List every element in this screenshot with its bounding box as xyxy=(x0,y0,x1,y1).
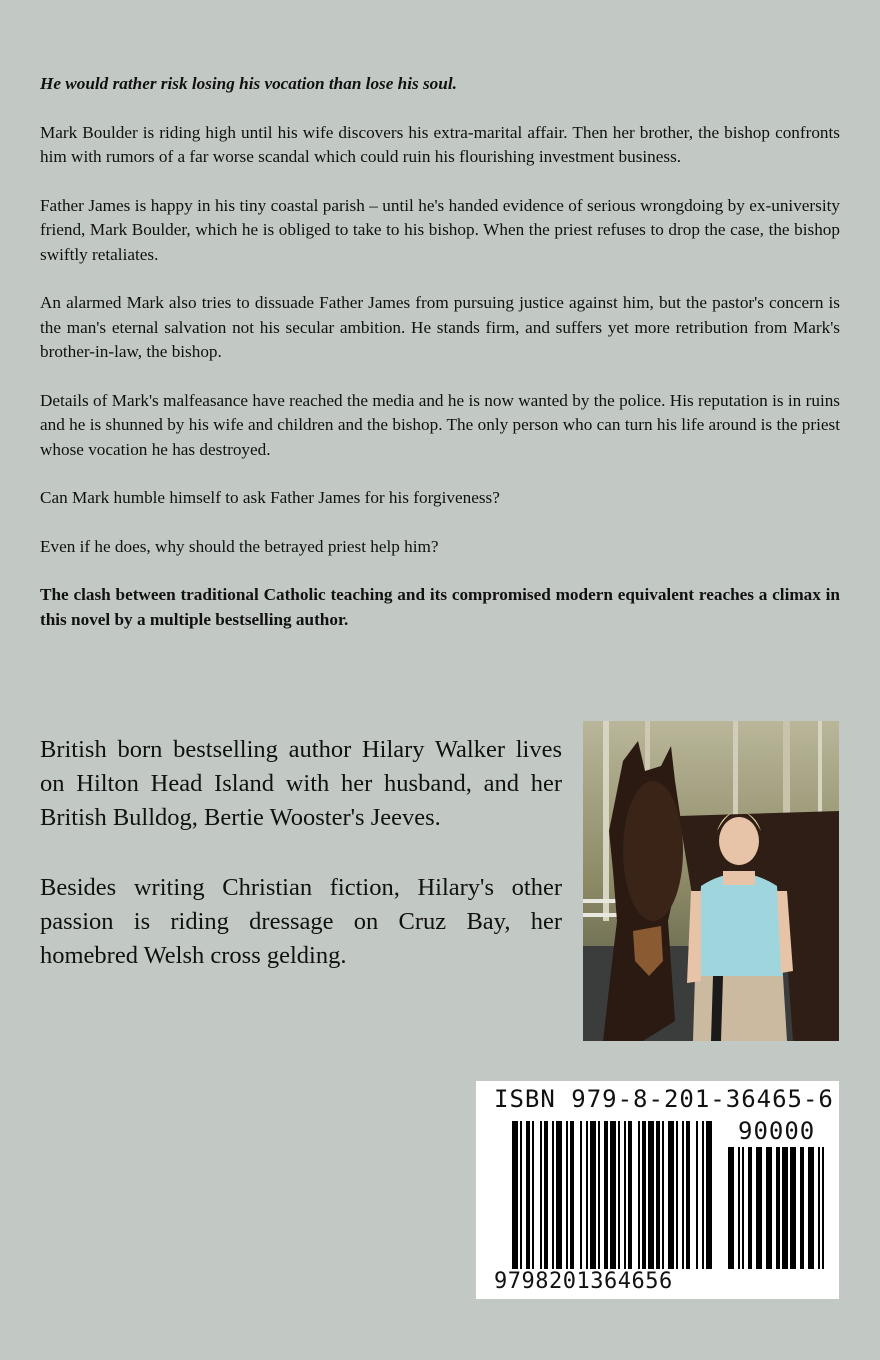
price-bar xyxy=(818,1147,820,1269)
price-bar xyxy=(808,1147,814,1269)
barcode-bar xyxy=(512,1121,518,1269)
price-bar xyxy=(800,1147,804,1269)
price-bar xyxy=(756,1147,762,1269)
barcode-bar xyxy=(544,1121,548,1269)
barcode-bar xyxy=(618,1121,620,1269)
barcode-bars xyxy=(476,1081,839,1299)
barcode-bar xyxy=(566,1121,568,1269)
blurb-paragraph: Mark Boulder is riding high until his wife discovers his extra-marital affair. Then her brother, the bishop confronts him with rumors of a far worse scandal which could ruin his flourishing investment business. xyxy=(40,122,840,166)
barcode-bar xyxy=(628,1121,632,1269)
blurb-paragraph: Can Mark humble himself to ask Father James for his forgiveness? xyxy=(40,488,500,507)
price-bar xyxy=(782,1147,788,1269)
barcode-bar xyxy=(556,1121,562,1269)
ean-digits: 9798201364656 xyxy=(494,1269,673,1294)
barcode-bar xyxy=(532,1121,534,1269)
closing-statement: The clash between traditional Catholic teaching and its compromised modern equivalent reaches a climax in this novel by a multiple bestselling author. xyxy=(40,585,840,629)
isbn-barcode xyxy=(476,1081,839,1299)
price-bar xyxy=(766,1147,772,1269)
barcode-bar xyxy=(610,1121,616,1269)
barcode-bar xyxy=(696,1121,698,1269)
author-bio xyxy=(40,733,562,1009)
back-cover-blurb xyxy=(40,72,840,656)
blurb-paragraph: An alarmed Mark also tries to dissuade Father James from pursuing justice against him, but the pastor's concern is the man's eternal salvation not his secular ambition. He stands firm, and suffers yet more retribution from Mark's brother-in-law, the bishop. xyxy=(40,293,840,361)
barcode-bar xyxy=(520,1121,522,1269)
barcode-bar xyxy=(642,1121,646,1269)
barcode-bar xyxy=(598,1121,600,1269)
author-photo xyxy=(583,721,839,1041)
barcode-bar xyxy=(662,1121,664,1269)
price-bar xyxy=(748,1147,752,1269)
barcode-bar xyxy=(590,1121,596,1269)
barcode-bar xyxy=(668,1121,674,1269)
barcode-bar xyxy=(586,1121,588,1269)
barcode-bar xyxy=(702,1121,704,1269)
price-bar xyxy=(728,1147,734,1269)
barcode-bar xyxy=(638,1121,640,1269)
price-bar xyxy=(738,1147,740,1269)
barcode-bar xyxy=(540,1121,542,1269)
barcode-bar xyxy=(624,1121,626,1269)
barcode-bar xyxy=(526,1121,530,1269)
barcode-bar xyxy=(570,1121,574,1269)
barcode-bar xyxy=(656,1121,660,1269)
barcode-bar xyxy=(682,1121,684,1269)
author-bio-paragraph: British born bestselling author Hilary Walker lives on Hilton Head Island with her husband, and her British Bulldog, Bertie Wooster's Jeeves. xyxy=(40,736,562,831)
barcode-bar xyxy=(706,1121,712,1269)
price-bar xyxy=(742,1147,744,1269)
tagline: He would rather risk losing his vocation than lose his soul. xyxy=(40,74,457,93)
price-bar xyxy=(776,1147,780,1269)
barcode-bar xyxy=(552,1121,554,1269)
author-with-horse-illustration xyxy=(583,721,839,1041)
blurb-paragraph: Even if he does, why should the betrayed priest help him? xyxy=(40,536,439,556)
price-bar xyxy=(790,1147,796,1269)
barcode-bar xyxy=(648,1121,654,1269)
barcode-bar xyxy=(676,1121,678,1269)
barcode-bar xyxy=(604,1121,608,1269)
author-bio-paragraph: Besides writing Christian fiction, Hilary's other passion is riding dressage on Cruz Bay, her homebred Welsh cross gelding. xyxy=(40,874,562,969)
barcode-bar xyxy=(580,1121,582,1269)
blurb-paragraph: Details of Mark's malfeasance have reached the media and he is now wanted by the police. His reputation is in ruins and he is shunned by his wife and children and the bishop. The only person who can turn his life around is the priest whose vocation he has destroyed. xyxy=(40,390,840,459)
barcode-bar xyxy=(686,1121,690,1269)
isbn-label: ISBN 979-8-201-36465-6 xyxy=(494,1085,834,1113)
price-bar xyxy=(822,1147,824,1269)
blurb-paragraph: Father James is happy in his tiny coastal parish – until he's handed evidence of serious wrongdoing by ex-university friend, Mark Boulder, which he is obliged to take to his bishop. When the priest refuses to drop the case, the bishop swiftly retaliates. xyxy=(40,195,840,264)
price-code: 90000 xyxy=(738,1117,816,1145)
